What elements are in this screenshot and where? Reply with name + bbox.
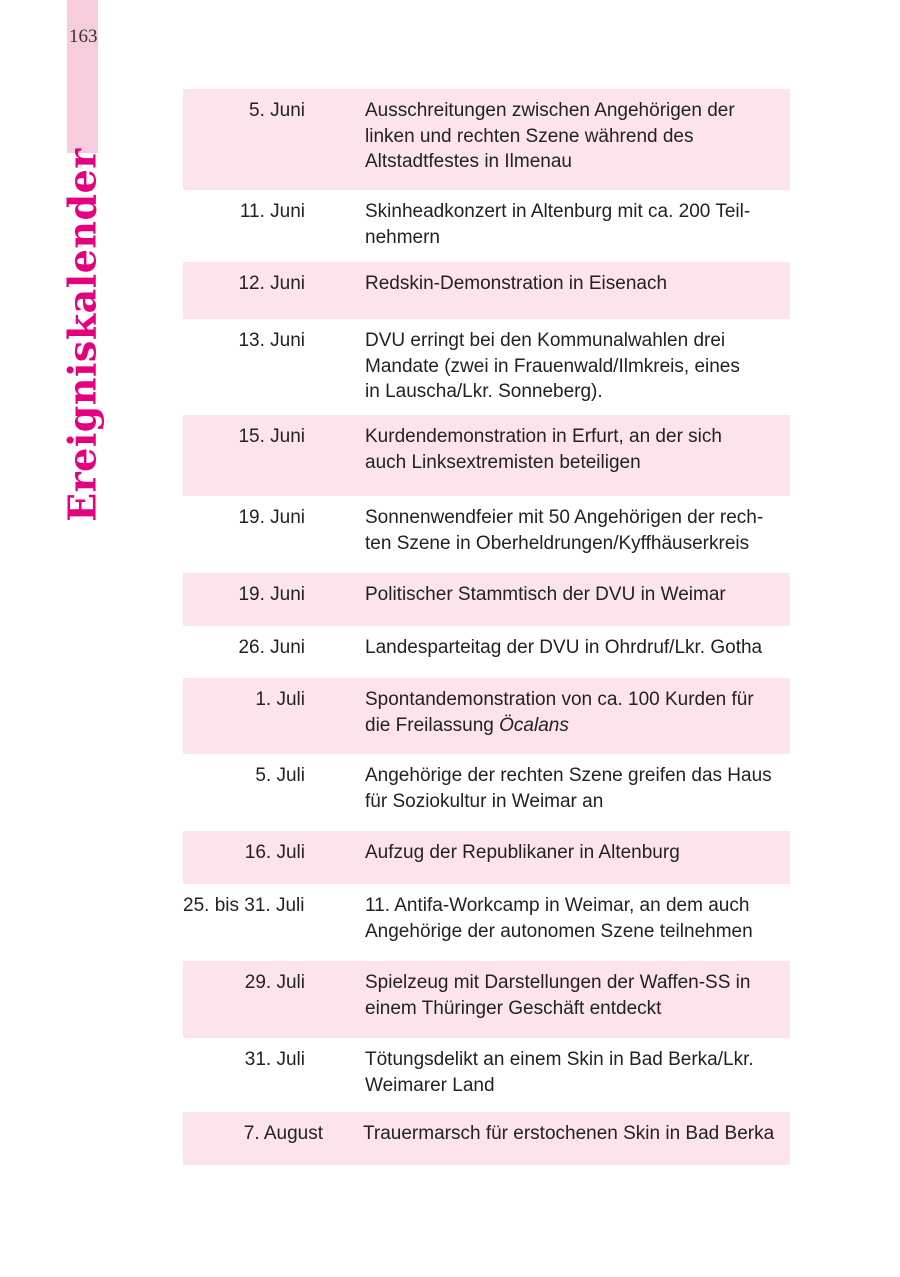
event-row <box>183 831 790 884</box>
side-tab <box>67 0 98 153</box>
event-table <box>183 89 790 1165</box>
event-date: 25. bis 31. Juli <box>183 895 305 916</box>
event-date: 5. Juni <box>249 100 305 121</box>
event-date: 13. Juni <box>238 330 305 351</box>
event-date: 11. Juni <box>239 201 305 222</box>
event-date: 15. Juni <box>238 426 305 447</box>
event-description <box>365 687 790 738</box>
event-row <box>183 190 790 262</box>
event-description: Trauermarsch für erstochenen Skin in Bad Berka <box>363 1123 775 1144</box>
event-row <box>183 1112 790 1165</box>
event-row <box>183 1038 790 1112</box>
page-number: 163 <box>69 26 98 47</box>
event-row <box>183 626 790 678</box>
event-description: DVU erringt bei den Kommunalwahlen drei Mandate (zwei in Frauenwald/Ilmkreis, eines in Lauscha/Lkr. Sonneberg). <box>365 330 740 402</box>
event-date: 26. Juni <box>238 637 305 658</box>
event-description: Politischer Stammtisch der DVU in Weimar <box>365 584 726 605</box>
event-description: Landesparteitag der DVU in Ohrdruf/Lkr. Gotha <box>365 637 763 658</box>
event-date: 29. Juli <box>244 972 305 993</box>
event-date: 19. Juni <box>238 584 305 605</box>
event-description: Ausschreitungen zwischen Angehörigen der linken und rechten Szene während des Altstadtfestes in Ilmenau <box>365 100 735 172</box>
event-description: Aufzug der Republikaner in Altenburg <box>365 842 680 863</box>
event-description: Spielzeug mit Darstellungen der Waffen-SS in einem Thüringer Geschäft entdeckt <box>365 972 751 1019</box>
event-description-plain: Spontandemonstration von ca. 100 Kurden für die Freilassung <box>365 689 754 736</box>
event-row <box>183 415 790 496</box>
section-title: Ereigniskalender <box>59 148 105 522</box>
event-description: Kurdendemonstration in Erfurt, an der sich auch Linksextremisten beteiligen <box>365 426 722 473</box>
event-date: 12. Juni <box>238 273 305 294</box>
event-date: 5. Juli <box>255 765 305 786</box>
event-description: Redskin-Demonstration in Eisenach <box>365 273 668 294</box>
event-date: 7. August <box>243 1123 323 1144</box>
event-description: Tötungsdelikt an einem Skin in Bad Berka/Lkr. Weimarer Land <box>365 1049 754 1096</box>
event-date: 16. Juli <box>244 842 305 863</box>
event-row <box>183 262 790 319</box>
event-description: Angehörige der rechten Szene greifen das Haus für Soziokultur in Weimar an <box>365 765 772 812</box>
event-row <box>183 89 790 190</box>
event-description: 11. Antifa-Workcamp in Weimar, an dem auch Angehörige der autonomen Szene teilnehmen <box>365 895 753 942</box>
event-date: 31. Juli <box>244 1049 305 1070</box>
event-description: Sonnenwendfeier mit 50 Angehörigen der rech- ten Szene in Oberheldrungen/Kyffhäuserkreis <box>365 507 764 554</box>
event-date: 1. Juli <box>255 689 305 710</box>
event-description-italic: Öcalans <box>499 714 569 736</box>
event-row <box>183 754 790 831</box>
event-row <box>183 678 790 754</box>
event-row <box>183 884 790 961</box>
event-row <box>183 319 790 415</box>
event-date: 19. Juni <box>238 507 305 528</box>
event-row <box>183 496 790 573</box>
event-description: Skinheadkonzert in Altenburg mit ca. 200 Teil- nehmern <box>365 201 751 248</box>
event-row <box>183 961 790 1038</box>
event-row <box>183 573 790 626</box>
